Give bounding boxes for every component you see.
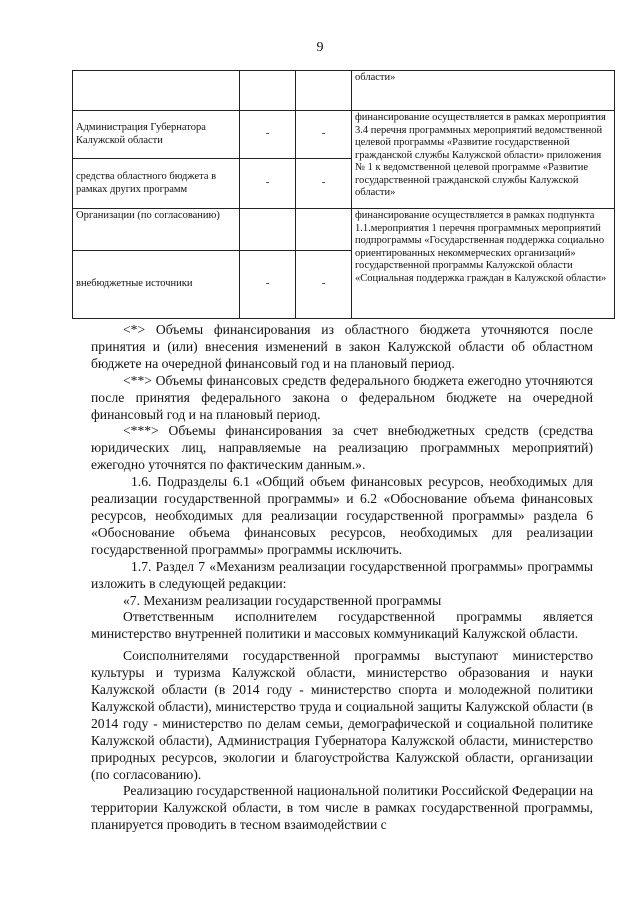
body-paragraph: Ответственным исполнителем государственной программы является министерство внутренней политики и массовых коммуникаций Калужской области. xyxy=(91,609,593,642)
footnote-paragraph: <**> Объемы финансовых средств федерального бюджета ежегодно уточняются после принятия федерального закона о федеральном бюджете на очередной финансовый год и на плановый период. xyxy=(91,372,593,422)
table-row xyxy=(73,111,615,159)
table-cell-note: финансирование осуществляется в рамках мероприятия 3.4 перечня программных мероприятий ведомственной целевой программы «Развитие государственной гражданской службы Калужской области» приложения № 1 к ведомственной целевой программе «Развитие государственной гражданской службы Калужской области» xyxy=(352,111,615,209)
table-cell-value: - xyxy=(296,111,352,159)
table-cell-value: - xyxy=(240,159,296,209)
table-cell-note: финансирование осуществляется в рамках подпункта 1.1.мероприятия 1 перечня программных мероприятий подпрограммы «Государственная поддержка социально ориентированных некоммерческих организаций» государственной программы Калужской области «Социальная поддержка граждан в Калужской области» xyxy=(352,209,615,319)
table-cell-value: - xyxy=(296,159,352,209)
table-cell-value xyxy=(240,71,296,111)
table-cell-source: Администрация Губернатора Калужской области xyxy=(73,111,240,159)
table-cell-source xyxy=(73,71,240,111)
table-cell-value xyxy=(240,209,296,251)
table-cell-source: средства областного бюджета в рамках других программ xyxy=(73,159,240,209)
table-cell-value xyxy=(296,209,352,251)
table-cell-value: - xyxy=(296,251,352,319)
table-cell-value: - xyxy=(240,111,296,159)
table-cell-source: Организации (по согласованию) xyxy=(73,209,240,251)
table-cell-value xyxy=(296,71,352,111)
table-cell-value: - xyxy=(240,251,296,319)
footnote-paragraph: <*> Объемы финансирования из областного бюджета уточняются после принятия и (или) внесения изменений в закон Калужской области об областном бюджете на очередной финансовый год и на плановый период. xyxy=(91,322,593,371)
body-paragraph: 1.7. Раздел 7 «Механизм реализации государственной программы» программы изложить в следующей редакции: xyxy=(91,558,593,591)
footnote-paragraph: <***> Объемы финансирования за счет внебюджетных средств (средства юридических лиц, направляемые на реализацию программных мероприятий) ежегодно уточнятся по фактическим данным.». xyxy=(91,423,593,473)
table-cell-source: внебюджетные источники xyxy=(73,251,240,319)
body-paragraph: Соисполнителями государственной программы выступают министерство культуры и туризма Калужской области, министерство образования и науки Калужской области (в 2014 году - министерство спорта и молодежной политики Калужской области), министерство труда и социальной защиты Калужской области (в 2014 году - министерство по делам семьи, демографической и социальной политике Калужской области), Администрация Губернатора Калужской области, министерство природных ресурсов, экологии и благоустройства Калужской области, организации (по согласованию). xyxy=(91,648,593,782)
body-text xyxy=(91,322,593,834)
financing-table xyxy=(72,70,615,319)
table-cell-note: области» xyxy=(352,71,615,111)
section-heading: «7. Механизм реализации государственной программы xyxy=(123,592,442,608)
table-row xyxy=(73,209,615,251)
table-row xyxy=(73,71,615,111)
page-number: 9 xyxy=(316,40,324,55)
body-paragraph: Реализацию государственной национальной политики Российской Федерации на территории Калужской области, в том числе в рамках государственной программы, планируется проводить в тесном взаимодействии с xyxy=(91,783,593,833)
body-paragraph: 1.6. Подразделы 6.1 «Общий объем финансовых ресурсов, необходимых для реализации государственной программы» и 6.2 «Обоснование объема финансовых ресурсов, необходимых для реализации государственной программы» раздела 6 «Обоснование объема финансовых ресурсов, необходимых для реализации государственной программы» программы исключить. xyxy=(91,474,593,557)
